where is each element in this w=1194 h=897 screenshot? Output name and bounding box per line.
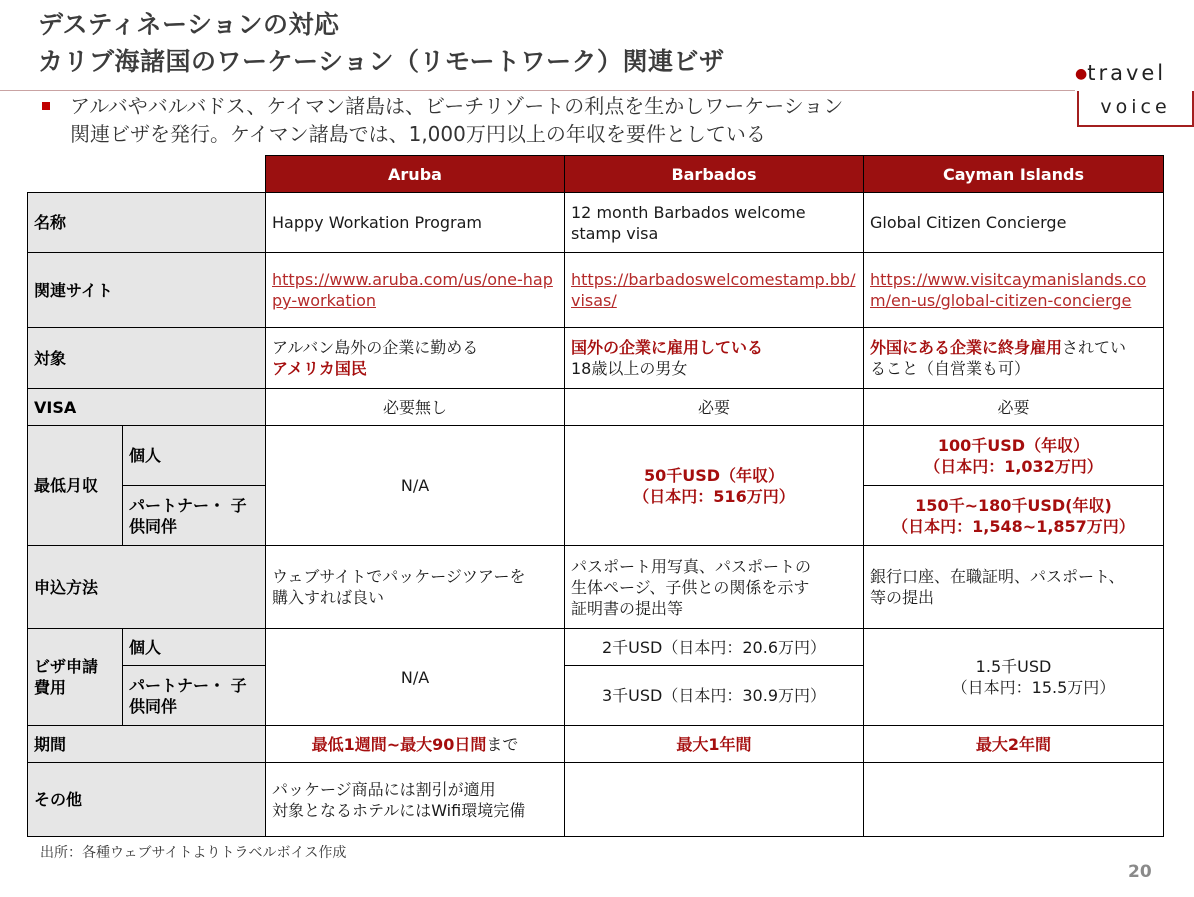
row-header-income: 最低月収: [28, 426, 123, 546]
sub-header-fee-individual: 個人: [123, 629, 266, 666]
cell-fee-barbados-partner: 3千USD（日本円：30.9万円）: [565, 666, 864, 726]
cell-period-barbados: 最大1年間: [565, 726, 864, 763]
page-title: [38, 6, 725, 80]
link-barbados[interactable]: https://barbadoswelcomestamp.bb/visas/: [571, 270, 856, 310]
cell-income-cayman-individual: 100千USD（年収） （日本円：1,032万円）: [864, 426, 1164, 486]
link-cayman[interactable]: https://www.visitcaymanislands.com/en-us/global-citizen-concierge: [870, 270, 1147, 310]
source-note: 出所：各種ウェブサイトよりトラベルボイス作成: [40, 845, 347, 861]
sub-header-income-partner: パートナー・ 子供同伴: [123, 486, 266, 546]
column-header-cayman: Cayman Islands: [864, 156, 1164, 193]
cell-fee-barbados-individual: 2千USD（日本円：20.6万円）: [565, 629, 864, 666]
bullet-square-icon: [42, 102, 50, 110]
row-header-fee: ビザ申請 費用: [28, 629, 123, 726]
cell-income-aruba: N/A: [266, 426, 565, 546]
table-row-visa: [28, 389, 1164, 426]
cell-visa-aruba: 必要無し: [266, 389, 565, 426]
logo-dot-icon: ●: [1075, 66, 1088, 82]
logo-bottom-text: voice: [1077, 91, 1194, 127]
bullet-line-1: アルバやバルバドス、ケイマン諸島は、ビーチリゾートの利点を生かしワーケーション: [70, 94, 844, 118]
cell-other-aruba: パッケージ商品には割引が適用 対象となるホテルにはWifi環境完備: [266, 763, 565, 837]
row-header-apply: 申込方法: [28, 546, 266, 629]
cell-apply-barbados: パスポート用写真、パスポートの 生体ページ、子供との関係を示す 証明書の提出等: [565, 546, 864, 629]
table-row-apply: [28, 546, 1164, 629]
table-row-fee-individual: [28, 629, 1164, 666]
sub-header-income-individual: 個人: [123, 426, 266, 486]
row-header-visa: VISA: [28, 389, 266, 426]
table-row-site: [28, 253, 1164, 328]
row-header-target: 対象: [28, 328, 266, 389]
cell-income-barbados: 50千USD（年収） （日本円：516万円）: [565, 426, 864, 546]
table-row-name: [28, 193, 1164, 253]
page-number: 20: [1128, 862, 1152, 882]
column-header-aruba: Aruba: [266, 156, 565, 193]
cell-visa-cayman: 必要: [864, 389, 1164, 426]
title-divider: [0, 90, 1075, 91]
row-header-period: 期間: [28, 726, 266, 763]
bullet-line-2: 関連ビザを発行。ケイマン諸島では、1,000万円以上の年収を要件としている: [70, 122, 766, 146]
cell-other-cayman: [864, 763, 1164, 837]
title-line-2: カリブ海諸国のワーケーション（リモートワーク）関連ビザ: [38, 47, 725, 76]
travelvoice-logo: [1075, 55, 1194, 127]
table-row-income-individual: [28, 426, 1164, 486]
cell-other-barbados: [565, 763, 864, 837]
column-header-barbados: Barbados: [565, 156, 864, 193]
table-row-period: [28, 726, 1164, 763]
cell-fee-aruba: N/A: [266, 629, 565, 726]
table-header-row: [28, 156, 1164, 193]
cell-visa-barbados: 必要: [565, 389, 864, 426]
visa-comparison-table: [27, 155, 1164, 837]
cell-fee-cayman: 1.5千USD （日本円：15.5万円）: [864, 629, 1164, 726]
cell-apply-aruba: ウェブサイトでパッケージツアーを 購入すれば良い: [266, 546, 565, 629]
row-header-other: その他: [28, 763, 266, 837]
cell-name-barbados: 12 month Barbados welcome stamp visa: [565, 193, 864, 253]
cell-period-aruba: 最低1週間~最大90日間まで: [266, 726, 565, 763]
link-aruba[interactable]: https://www.aruba.com/us/one-happy-workation: [272, 270, 553, 310]
cell-period-cayman: 最大2年間: [864, 726, 1164, 763]
cell-income-cayman-partner: 150千~180千USD(年収) （日本円：1,548~1,857万円）: [864, 486, 1164, 546]
table-row-target: [28, 328, 1164, 389]
cell-target-barbados: 国外の企業に雇用している 18歳以上の男女: [565, 328, 864, 389]
logo-top-text: travel: [1087, 61, 1167, 85]
row-header-site: 関連サイト: [28, 253, 266, 328]
table-row-other: [28, 763, 1164, 837]
cell-target-cayman: 外国にある企業に終身雇用されてい ること（自営業も可）: [864, 328, 1164, 389]
cell-name-aruba: Happy Workation Program: [266, 193, 565, 253]
title-line-1: デスティネーションの対応: [38, 10, 340, 39]
cell-apply-cayman: 銀行口座、在職証明、パスポート、 等の提出: [864, 546, 1164, 629]
sub-header-fee-partner: パートナー・ 子供同伴: [123, 666, 266, 726]
cell-target-aruba: アルバン島外の企業に勤める アメリカ国民: [266, 328, 565, 389]
cell-name-cayman: Global Citizen Concierge: [864, 193, 1164, 253]
row-header-name: 名称: [28, 193, 266, 253]
